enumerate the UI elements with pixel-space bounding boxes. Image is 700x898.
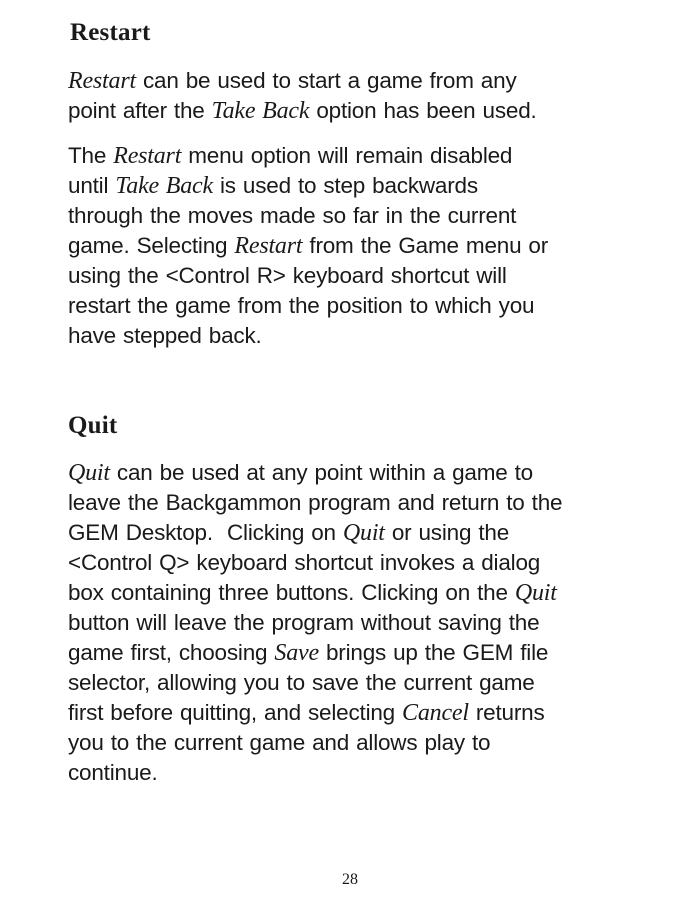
emphasis-cancel: Cancel: [402, 700, 469, 726]
emphasis-restart: Restart: [234, 233, 303, 259]
text-line: you to the current game and allows play to: [68, 730, 491, 755]
page-number: 28: [342, 871, 358, 888]
text-span: brings up the GEM file: [318, 640, 549, 665]
text-line: [68, 578, 668, 608]
text-span: or using the: [384, 520, 510, 545]
emphasis-quit: Quit: [514, 580, 557, 606]
text-span: option has been used.: [309, 98, 537, 123]
text-line: [68, 171, 668, 201]
text-line: [68, 698, 668, 728]
emphasis-restart: Restart: [68, 68, 136, 94]
text-span: returns: [468, 700, 545, 725]
text-line: [68, 458, 668, 488]
text-line: restart the game from the position to which you: [68, 293, 535, 318]
text-span: game first, choosing: [68, 640, 275, 665]
emphasis-save: Save: [274, 640, 319, 666]
text-line: leave the Backgammon program and return to the: [68, 490, 563, 515]
text-line: [68, 66, 668, 96]
text-span: first before quitting, and selecting: [68, 700, 403, 725]
text-span: is used to step backwards: [212, 173, 478, 198]
text-line: using the <Control R> keyboard shortcut will: [68, 263, 507, 288]
quit-heading: Quit: [68, 412, 118, 439]
text-line: <Control Q> keyboard shortcut invokes a dialog: [68, 550, 541, 575]
text-span: from the Game menu or: [302, 233, 549, 258]
emphasis-quit: Quit: [68, 460, 110, 486]
emphasis-take-back: Take Back: [211, 98, 310, 124]
restart-paragraph-1: [68, 66, 668, 126]
text-line: continue.: [68, 760, 158, 785]
text-span: The: [68, 143, 114, 168]
text-span: can be used to start a game from any: [135, 68, 517, 93]
text-line: have stepped back.: [68, 323, 262, 348]
quit-paragraph: [68, 458, 668, 788]
emphasis-take-back: Take Back: [115, 173, 213, 199]
text-line: through the moves made so far in the current: [68, 203, 517, 228]
text-line: [68, 518, 668, 548]
text-span: GEM Desktop. Clicking on: [68, 520, 343, 545]
emphasis-quit: Quit: [342, 520, 385, 546]
text-span: box containing three buttons. Clicking on the: [68, 580, 515, 605]
text-span: point after the: [68, 98, 212, 123]
text-line: selector, allowing you to save the current game: [68, 670, 535, 695]
text-span: menu option will remain disabled: [181, 143, 513, 168]
emphasis-restart: Restart: [113, 143, 182, 169]
text-line: [68, 231, 668, 261]
text-line: [68, 96, 668, 126]
text-line: [68, 638, 668, 668]
text-line: button will leave the program without saving the: [68, 610, 540, 635]
restart-paragraph-2: [68, 141, 668, 351]
text-span: game. Selecting: [68, 233, 235, 258]
text-line: [68, 141, 668, 171]
restart-heading: Restart: [70, 19, 151, 46]
text-span: until: [68, 173, 116, 198]
text-span: can be used at any point within a game to: [109, 460, 533, 485]
